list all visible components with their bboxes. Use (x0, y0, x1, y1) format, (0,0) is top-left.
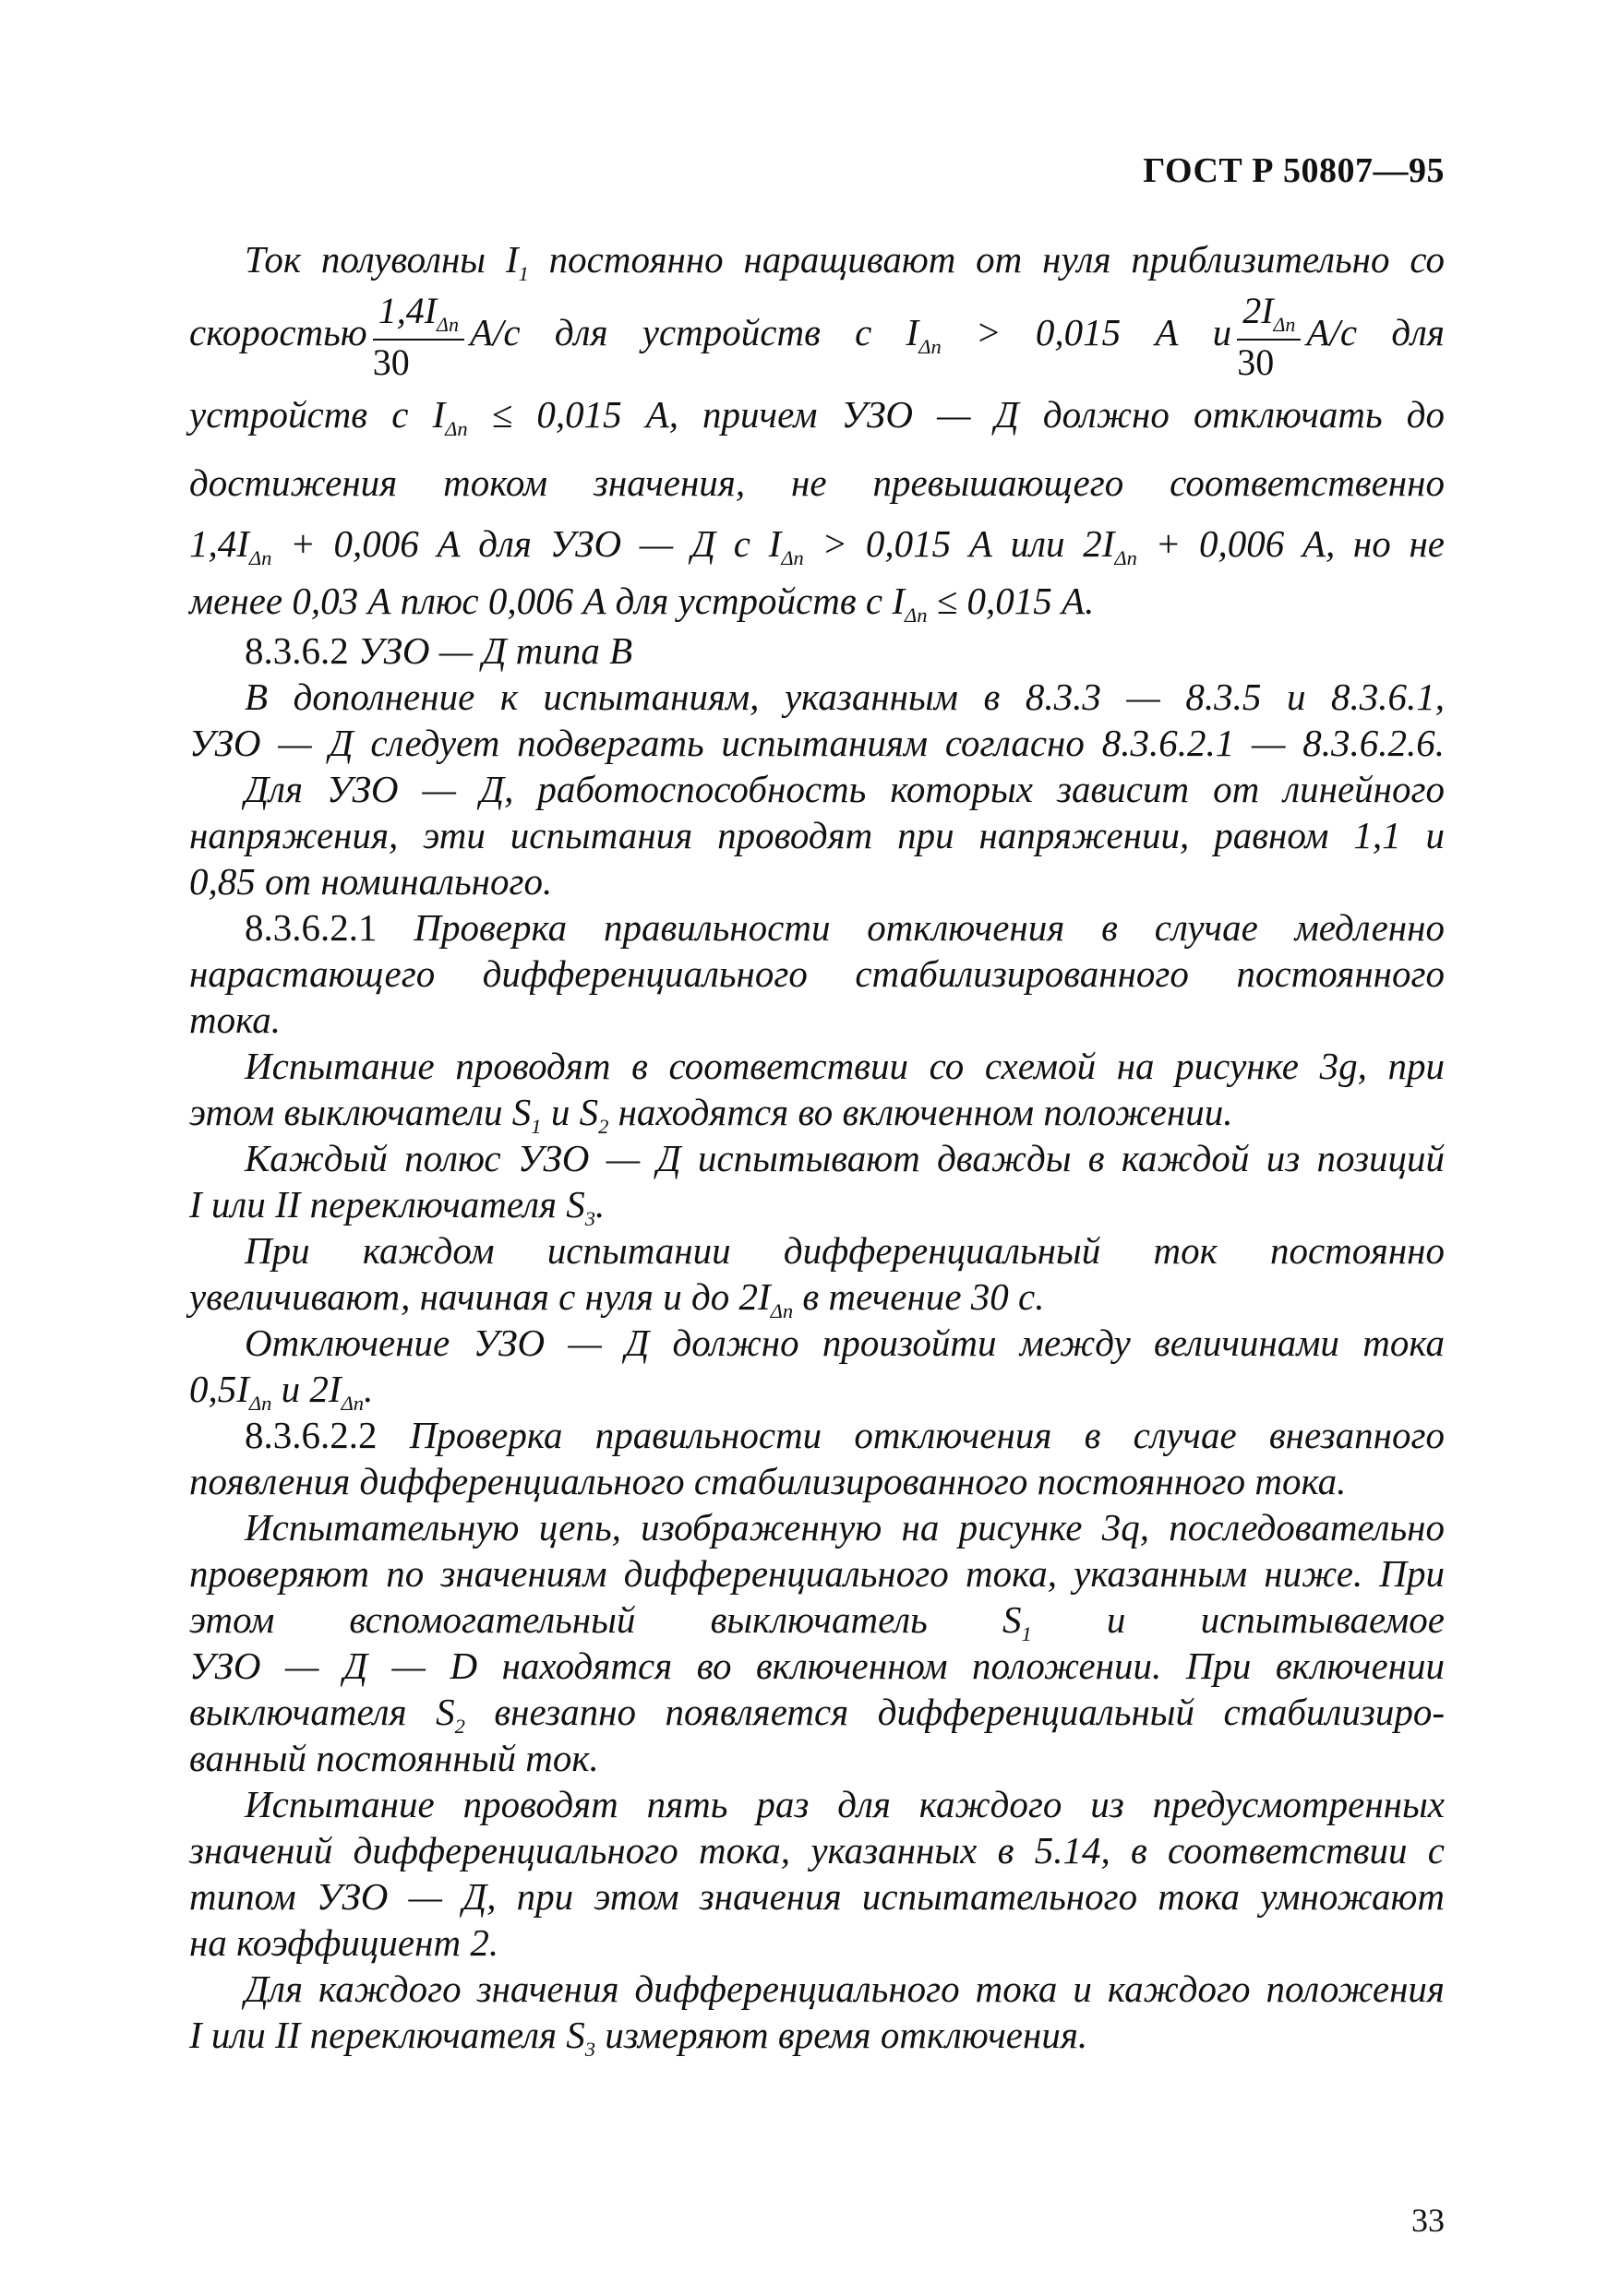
section-8362-p1-l2: УЗО — Д следует подвергать испытаниям согласно 8.3.6.2.1 — 8.3.6.2.6. (189, 722, 1445, 764)
section-83622-p3-l1: Для каждого значения дифференциального тока и каждого положения (245, 1967, 1445, 2010)
section-83621-title-l2: нарастающего дифференциального стабилизированного постоянного (189, 952, 1445, 995)
section-8362-p1-l1: В дополнение к испытаниям, указанным в 8.3.3 — 8.3.5 и 8.3.6.1, (245, 676, 1445, 718)
halfwave-line-5: $1,4I_{\Delta n} + 0,006$ А для УЗО — Д с $I_{\Delta n} > 0,015$ А или $2I_{\Delta n} + 0,006$ А, но не (189, 522, 1445, 570)
section-83621-title-l3: тока. (189, 999, 282, 1041)
section-83621-p3-l2: увеличивают, начиная с нуля и до $2I_{\Delta n}$ в течение 30 с. (189, 1275, 1045, 1323)
halfwave-line-1: Ток полуволны $I_1$ постоянно наращивают от нуля приблизительно со (245, 238, 1445, 286)
section-83622-heading: 8.3.6.2.2 Проверка правильности отключения в случае внезапного (245, 1414, 1445, 1456)
document-code-header: ГОСТ Р 50807—95 (1143, 151, 1445, 190)
section-83622-p2-l2: значений дифференциального тока, указанных в 5.14, в соответствии с (189, 1829, 1445, 1871)
page-number: 33 (1411, 2202, 1445, 2239)
halfwave-line-3: устройств с $I_{\Delta n} \le 0,015$ А, причем УЗО — Д должно отключать до (189, 393, 1445, 441)
section-83622-p1-l3: этом вспомогательный выключатель $S_1$ и испытываемое (189, 1598, 1446, 1646)
section-83621-p2-l1: Каждый полюс УЗО — Д испытывают дважды в каждой из позиций (245, 1137, 1445, 1179)
section-8362-p2-l1: Для УЗО — Д, работоспособность которых зависит от линейного (245, 768, 1445, 810)
section-83621-p4-l2: $0,5I_{\Delta n}$ и $2I_{\Delta n}$. (189, 1368, 374, 1416)
section-8362-p2-l2: напряжения, эти испытания проводят при напряжении, равном 1,1 и (189, 814, 1445, 856)
section-number: 8.3.6.2.1 (245, 906, 378, 949)
section-83622-p2-l3: типом УЗО — Д, при этом значения испытательного тока умножают (189, 1875, 1445, 1918)
fraction-1: $\frac{1,4I_{\Delta n}}{30}$ (373, 293, 464, 381)
fraction-2: $\frac{2I_{\Delta n}}{30}$ (1237, 293, 1301, 381)
section-83622-p2-l1: Испытание проводят пять раз для каждого из предусмотренных (245, 1783, 1445, 1825)
section-83622-p1-l2: проверяют по значениям дифференциального тока, указанным ниже. При (189, 1552, 1445, 1595)
section-number: 8.3.6.2 (245, 629, 349, 672)
section-83622-p2-l4: на коэффициент 2. (189, 1921, 499, 1964)
section-83622-p3-l2: I или II переключателя $S_3$ измеряют время отключения. (189, 2014, 1088, 2062)
section-83621-p2-l2: I или II переключателя $S_3$. (189, 1183, 606, 1231)
section-83622-p1-l6: ванный постоянный ток. (189, 1737, 599, 1779)
section-83621-p1-l2: этом выключатели $S_1$ и $S_2$ находятся во включенном положении. (189, 1091, 1233, 1139)
section-8362-p2-l3: 0,85 от номинального. (189, 860, 553, 903)
section-83622-p1-l1: Испытательную цепь, изображенную на рисунке 3q, последовательно (245, 1506, 1445, 1549)
halfwave-line-6: менее 0,03 А плюс 0,006 А для устройств с $I_{\Delta n} \le 0,015$ А. (189, 580, 1095, 628)
section-83622-p1-l4: УЗО — Д — D находятся во включенном положении. При включении (189, 1644, 1445, 1687)
section-83621-p1-l1: Испытание проводят в соответствии со схемой на рисунке 3g, при (245, 1045, 1445, 1087)
document-body (189, 231, 1446, 2062)
section-83621-heading: 8.3.6.2.1 Проверка правильности отключения в случае медленно (245, 906, 1445, 949)
section-83621-p3-l1: При каждом испытании дифференциальный ток постоянно (245, 1229, 1445, 1272)
halfwave-line-4: достижения током значения, не превышающего соответственно (189, 461, 1445, 504)
section-8362-heading: 8.3.6.2 УЗО — Д типа В (245, 629, 633, 672)
halfwave-line-2: скоростью $\frac{1,4I_{\Delta n}}{30}$ А/с для устройств с $I_{\Delta n} > 0,015$ А и $\frac{2I_{\Delta n}}{30}$ А/с для (189, 289, 1445, 383)
section-83622-p1-l5: выключателя $S_2$ внезапно появляется дифференциальный стабилизиро- (189, 1691, 1445, 1739)
section-83622-title-l2: появления дифференциального стабилизированного постоянного тока. (189, 1460, 1347, 1502)
section-83621-p4-l1: Отключение УЗО — Д должно произойти между величинами тока (245, 1321, 1445, 1364)
section-number: 8.3.6.2.2 (245, 1414, 378, 1456)
